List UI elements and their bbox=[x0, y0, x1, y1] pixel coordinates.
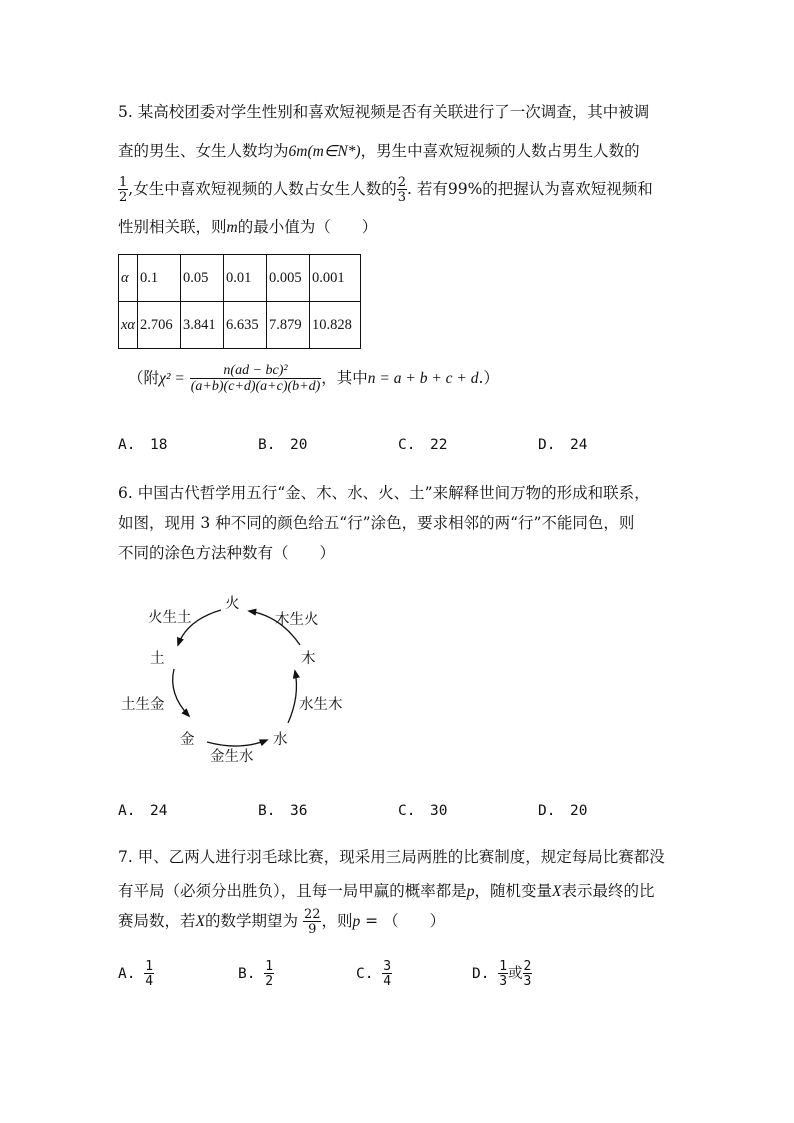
chi-square-formula: （附χ² = $\frac{\text{n(ad − bc)²}}{(a+b)(c+d)(a+c)(b+d)}$ ，其中n = a + b + c + d.） bbox=[128, 363, 499, 394]
element-wood: 木 bbox=[301, 651, 316, 667]
element-metal: 金 bbox=[180, 732, 195, 748]
q6-option-d: D. 20 bbox=[538, 803, 588, 819]
q7-line3: 赛局数，若X的数学期望为 $\frac{22}{9}$ ，则p = （ ） bbox=[118, 907, 446, 937]
q6-line2: 如图，现用 3 种不同的颜色给五“行”涂色，要求相邻的两“行”不能同色，则 bbox=[118, 514, 635, 532]
formula-fraction: $\frac{\text{n(ad − bc)²}}{(a+b)(c+d)(a+c)(b+d)}$ bbox=[190, 363, 321, 394]
table-row: xα 2.706 3.841 6.635 7.879 10.828 bbox=[119, 302, 361, 349]
fraction-one-half: $\frac{1}{2}$ bbox=[119, 175, 128, 205]
q5-option-b: B. 20 bbox=[258, 437, 308, 453]
q6-option-c: C. 30 bbox=[398, 803, 448, 819]
q6-option-a: A. 24 bbox=[118, 803, 168, 819]
q5-line3: $\frac{1}{2}$ ,女生中喜欢短视频的人数占女生人数的 $\frac{2}{3}$ . 若有99%的把握认为喜欢短视频和 bbox=[119, 175, 653, 205]
label-wood-fire: 木生火 bbox=[275, 612, 319, 628]
q5-math-6m: 6m(m∈N*) bbox=[288, 143, 361, 160]
element-water: 水 bbox=[273, 732, 288, 748]
q5-line4: 性别相关联，则m的最小值为（ ） bbox=[118, 218, 378, 236]
q7-option-d: D. $\frac{1}{3}$ 或 $\frac{2}{3}$ bbox=[472, 959, 532, 989]
label-metal-water: 金生水 bbox=[210, 749, 254, 765]
q6-line1: 6. 中国古代哲学用五行“金、木、水、火、土”来解释世间万物的形成和联系， bbox=[118, 484, 650, 502]
fraction-two-thirds: $\frac{2}{3}$ bbox=[397, 175, 406, 205]
q7-option-b: B. $\frac{1}{2}$ bbox=[238, 959, 274, 989]
q5-line2: 查的男生、女生人数均为6m(m∈N*)，男生中喜欢短视频的人数占男生人数的 bbox=[118, 142, 640, 160]
element-fire: 火 bbox=[225, 596, 240, 612]
arrow-metal-to-water bbox=[207, 740, 267, 746]
element-earth: 土 bbox=[150, 651, 165, 667]
label-earth-metal: 土生金 bbox=[121, 697, 165, 713]
q5-option-a: A. 18 bbox=[118, 437, 168, 453]
arrow-earth-to-metal bbox=[173, 669, 189, 716]
q6-option-b: B. 36 bbox=[258, 803, 308, 819]
arrow-water-to-wood bbox=[288, 671, 296, 723]
q7-line1: 7. 甲、乙两人进行羽毛球比赛，现采用三局两胜的比赛制度，规定每局比赛都没 bbox=[118, 848, 665, 866]
label-water-wood: 水生木 bbox=[299, 697, 343, 713]
q7-option-a: A. $\frac{1}{4}$ bbox=[118, 959, 154, 989]
q5-option-d: D. 24 bbox=[538, 437, 588, 453]
q7-line2: 有平局（必须分出胜负），且每一局甲赢的概率都是p，随机变量X表示最终的比 bbox=[118, 882, 655, 900]
fraction-expectation: $\frac{22}{9}$ bbox=[303, 907, 321, 937]
q7-option-c: C. $\frac{3}{4}$ bbox=[356, 959, 392, 989]
table-row: α 0.1 0.05 0.01 0.005 0.001 bbox=[119, 255, 361, 302]
q5-option-c: C. 22 bbox=[398, 437, 448, 453]
label-fire-earth: 火生土 bbox=[148, 610, 192, 626]
q6-line3: 不同的涂色方法种数有（ ） bbox=[118, 544, 336, 562]
q5-line1: 5. 某高校团委对学生性别和喜欢短视频是否有关联进行了一次调查，其中被调 bbox=[118, 103, 650, 121]
